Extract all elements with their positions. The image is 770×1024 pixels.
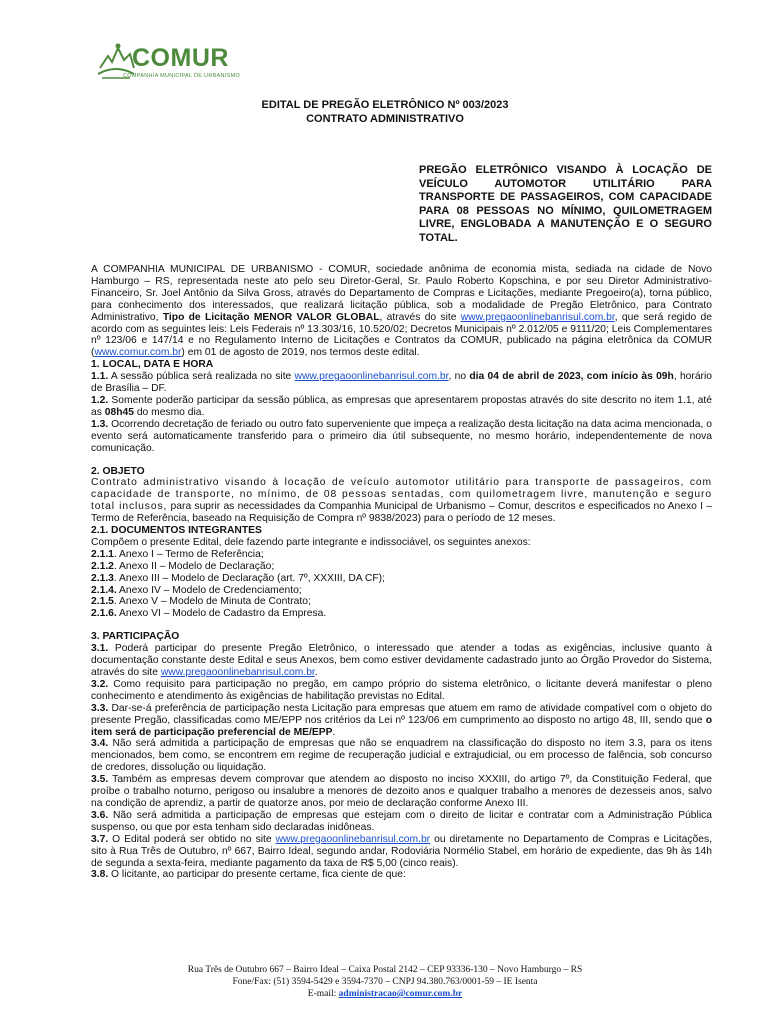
text: . Anexo V – Modelo de Minuta de Contrato; (113, 596, 311, 608)
section-2-title: 2. OBJETO (91, 465, 145, 477)
text: Também as empresas devem comprovar que atendem ao disposto no inciso XXXIII, do artigo 7º, da Constituição Federal, que proíbe o trabalho noturno, perigoso ou insalubre a menores de dezoito anos e qualquer trabalho a menores de dezesseis anos, salvo na condição de aprendiz, a partir de quatorze anos, por meio de declaração conforme Anexo III. (91, 774, 712, 809)
annex-item (91, 608, 712, 620)
text: ) em 01 de agosto de 2019, nos termos deste edital. (181, 347, 420, 359)
spacer (91, 455, 712, 466)
object-summary: PREGÃO ELETRÔNICO VISANDO À LOCAÇÃO DE VEÍCULO AUTOMOTOR UTILITÁRIO PARA TRANSPORTE DE PASSAGEIROS, COM CAPACIDADE PARA 08 PESSOAS NO MÍNIMO, QUILOMETRAGEM LIVRE, ENGLOBADA A MANUTENÇÃO E O SEGURO TOTAL. (419, 164, 712, 244)
section-1-title: 1. LOCAL, DATA E HORA (91, 359, 214, 371)
text: . (314, 667, 318, 678)
page-footer (0, 964, 770, 1000)
footer-address: Rua Três de Outubro 667 – Bairro Ideal – Caixa Postal 2142 – CEP 93336-130 – Novo Hamburgo – RS (187, 965, 583, 975)
item-3-1 (91, 643, 712, 679)
text: Ocorrendo decretação de feriado ou outro fato superveniente que impeça a realização desta licitação na data acima mencionada, o evento será automaticamente transferido para o primeiro dia útil subsequente, no mesmo horário, independentemente de nova comunicação. (91, 418, 712, 454)
logo-name: COMUR (132, 44, 229, 72)
text: . Anexo III – Modelo de Declaração (art. 7º, XXXIII, DA CF); (113, 572, 385, 584)
item-number: 2.1.2 (91, 560, 114, 572)
item-3-8 (91, 869, 712, 881)
item-number: 2.1.4. (91, 584, 117, 596)
text: O Edital poderá ser obtido no site (108, 833, 276, 845)
text: Anexo VI – Modelo de Cadastro da Empresa. (116, 608, 327, 620)
text: ou diretamente no Departamento de Compras e Licitações, sito à Rua Três de Outubro, nº 667, Bairro Ideal, segundo andar, Rodoviária Normélio Stabel, em horário de expediente, das 9h às 14h de segunda a sexta-feira, mediante pagamento da taxa de R$ 5,00 (cinco reais). (91, 833, 712, 869)
text: A COMPANHIA MUNICIPAL DE URBANISMO - COMUR, sociedade anônima de economia mista, sediada na cidade de Novo Hamburgo – RS, representada neste ato pelo seu Diretor-Geral, Sr. Paulo Roberto Kopschina, e por seu Diretor Administrativo-Financeiro, Sr. Joel Antônio da Silva Gross, através do Departamento de Compras e Licitações, mediante Pregoeiro(a), torna público, para conhecimento dos interessados, que realizará licitação pública, sob a modalidade de Pregão Eletrônico, para Contrato Administrativo, (91, 264, 712, 323)
document-subtitle: CONTRATO ADMINISTRATIVO (306, 113, 464, 125)
text: . Anexo I – Termo de Referência; (113, 548, 264, 560)
text: , que será regido de acordo com as seguintes leis: Leis Federais nº 13.303/16, 10.520/02; Decretos Municipais nº 2.012/05 e 9111/20; Leis Complementares nº 123/06 e 147/14 e no Regulamento Interno de Licitações e Contratos da COMUR, publicado na página eletrônica da COMUR ( (91, 311, 712, 359)
email-link[interactable]: administracao@comur.com.br (338, 989, 463, 999)
text: Não será admitida a participação de empresas que não se enquadrem na classificação do disposto no item 3.3, para os itens mencionados, bem como, se encontrem em regime de recuperação judicial e extrajudicial, ou em processo de falência, sob concurso de credores, dissolução ou liquidação. (91, 738, 712, 774)
item-1-3 (91, 419, 712, 455)
email-label: E-mail: (307, 989, 339, 999)
item-number: 3.1. (91, 643, 109, 655)
item-number: 3.8. (91, 869, 109, 881)
section-2-1-intro: Compõem o presente Edital, dele fazendo parte integrante e indissociável, os seguintes anexos: (91, 536, 531, 548)
text: Somente poderão participar da sessão pública, as empresas que apresentarem propostas através do site descrito no item 1.1, até as (91, 394, 712, 418)
item-number: 1.1. (91, 371, 109, 383)
item-number: 2.1.5 (91, 596, 114, 608)
annex-item (91, 561, 712, 573)
link-comur[interactable]: www.comur.com.br (94, 347, 182, 359)
intro-paragraph (91, 264, 712, 359)
section-2-1-title: 2.1. DOCUMENTOS INTEGRANTES (91, 525, 262, 537)
item-number: 3.2. (91, 678, 109, 690)
text: , horário de Brasília – DF. (91, 371, 712, 395)
item-number: 2.1.6. (91, 608, 117, 620)
text: Anexo IV – Modelo de Credenciamento; (116, 584, 302, 596)
document-body (91, 264, 712, 881)
document-title: EDITAL DE PREGÃO ELETRÔNICO Nº 003/2023 (261, 99, 509, 111)
annex-item (91, 585, 712, 597)
annex-item (91, 596, 712, 608)
text: . (332, 726, 336, 738)
item-1-2 (91, 395, 712, 419)
text: , no (448, 371, 470, 383)
item-number: 1.2. (91, 394, 109, 406)
link-pregao[interactable]: www.pregaoonlinebanrisul.com.br (460, 311, 615, 323)
item-number: 3.6. (91, 809, 109, 821)
link-pregao[interactable]: www.pregaoonlinebanrisul.com.br (275, 833, 431, 845)
link-pregao[interactable]: www.pregaoonlinebanrisul.com.br (160, 667, 315, 678)
item-3-6 (91, 810, 712, 834)
annex-item (91, 573, 712, 585)
item-number: 3.4. (91, 738, 109, 750)
text: Como requisito para participação no pregão, em campo próprio do sistema eletrônico, o licitante deverá manifestar o pleno conhecimento e atendimento às exigências de habilitação previstas no Edital. (91, 678, 712, 702)
text: . Anexo II – Modelo de Declaração; (113, 560, 275, 572)
text: O licitante, ao participar do presente certame, fica ciente de que: (108, 869, 406, 881)
item-number: 2.1.1 (91, 548, 114, 560)
item-3-5 (91, 774, 712, 810)
item-number: 3.7. (91, 833, 109, 845)
text: do mesmo dia. (133, 406, 205, 418)
item-3-3 (91, 703, 712, 739)
footer-email (0, 988, 770, 1000)
section-3-title: 3. PARTICIPAÇÃO (91, 631, 180, 643)
item-3-2 (91, 679, 712, 703)
item-number: 1.3. (91, 418, 109, 430)
comur-logo (96, 38, 241, 84)
link-pregao[interactable]: www.pregaoonlinebanrisul.com.br (294, 371, 449, 383)
logo-subtitle: COMPANHIA MUNICIPAL DE URBANISMO (123, 73, 241, 79)
text: Dar-se-á preferência de participação nesta Licitação para empresas que atuem em ramo de atividade compatível com o objeto do presente Pregão, classificadas como ME/EPP nos critérios da Lei nº 123/06 em cumprimento ao disposto no artigo 48, III, sendo que (91, 702, 712, 726)
text-bold: Tipo de Licitação MENOR VALOR GLOBAL (162, 311, 380, 323)
text: Não será admitida a participação de empresas que estejam com o direito de licitar e contratar com a Administração Pública suspenso, ou que por esta tenham sido declaradas inidôneas. (91, 809, 712, 833)
section-2-text (91, 477, 712, 525)
text: Contrato administrativo visando à locação de veículo automotor utilitário para transporte de passageiros, com capacidade de transporte, no mínimo, de 08 pessoas sentadas, com quilometragem livre, manutenção e seguro total inclusos, (91, 477, 712, 513)
annex-item (91, 549, 712, 561)
text: para suprir as necessidades da Companhia Municipal de Urbanismo – Comur, descritos e especificados no Anexo I – Termo de Referência, baseado na Requisição de Compra nº 9838/2023) para o período de 12 meses. (91, 501, 712, 525)
item-number: 3.5. (91, 774, 109, 786)
text-bold: o item será de participação preferencial de ME/EPP (91, 714, 712, 738)
item-1-1 (91, 371, 712, 395)
item-number: 3.3. (91, 702, 109, 714)
spacer (91, 620, 712, 631)
text: A sessão pública será realizada no site (108, 371, 295, 383)
text-bold: 08h45 (104, 406, 134, 418)
text-bold: dia 04 de abril de 2023, com início às 09h (469, 371, 674, 383)
text: , através do site (379, 311, 461, 323)
text: Poderá participar do presente Pregão Eletrônico, o interessado que atender a todas as exigências, inclusive quanto à documentação constante deste Edital e seus Anexos, bem como estiver devidamente cadastrado junto ao Órgão Provedor do Sistema, através do site (91, 643, 712, 678)
item-3-4 (91, 738, 712, 774)
footer-contact: Fone/Fax: (51) 3594-5429 e 3594-7370 – CNPJ 94.380.763/0001-59 – IE Isenta (232, 977, 538, 987)
item-3-7 (91, 834, 712, 870)
item-number: 2.1.3 (91, 572, 114, 584)
